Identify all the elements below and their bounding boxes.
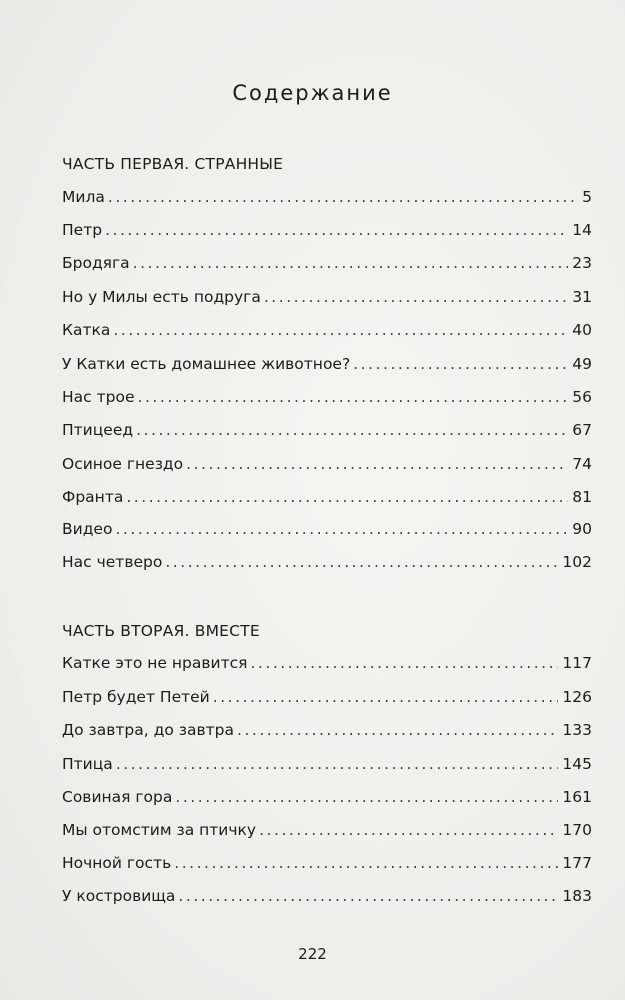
toc-entry-page: 56: [572, 388, 592, 406]
toc-entry-title: Катка: [62, 321, 111, 339]
toc-entry-page: 133: [562, 721, 592, 739]
dot-leader: [237, 719, 558, 741]
toc-entry-page: 117: [562, 654, 592, 672]
toc-entry: [62, 719, 592, 741]
toc-entry-title: Катке это не нравится: [62, 654, 248, 672]
dot-leader: [174, 852, 558, 874]
toc-entry-title: Видео: [62, 520, 113, 538]
toc-entry: [62, 186, 592, 208]
toc-entry-title: У Катки есть домашнее животное?: [62, 355, 351, 373]
toc-entry-page: 31: [572, 288, 592, 306]
toc-entry-page: 23: [572, 254, 592, 272]
toc-entry: [62, 786, 592, 808]
dot-leader: [113, 319, 568, 341]
toc-entry: [62, 852, 592, 874]
dot-leader: [138, 386, 569, 408]
toc-entry-title: У костровища: [62, 887, 176, 905]
toc-entry: [62, 453, 592, 475]
toc-entry-title: Совиная гора: [62, 788, 173, 806]
toc-entry: [62, 686, 592, 708]
dot-leader: [116, 753, 559, 775]
toc-entry-page: 177: [562, 854, 592, 872]
toc-entry-page: 67: [572, 421, 592, 439]
dot-leader: [186, 453, 568, 475]
toc-entry: [62, 652, 592, 674]
toc-entry-page: 161: [562, 788, 592, 806]
toc-entry-title: Осиное гнездо: [62, 455, 184, 473]
toc-entry-title: Мила: [62, 188, 105, 206]
toc-entry-page: 145: [562, 755, 592, 773]
toc-entry-page: 5: [582, 188, 592, 206]
toc-entry: [62, 518, 592, 540]
dot-leader: [165, 551, 558, 573]
dot-leader: [115, 518, 568, 540]
toc-entry-page: 14: [572, 221, 592, 239]
dot-leader: [105, 219, 568, 241]
toc-entry: [62, 486, 592, 508]
toc-entry-title: Мы отомстим за птичку: [62, 821, 257, 839]
toc-entry-title: Но у Милы есть подруга: [62, 288, 261, 306]
part-one-heading: ЧАСТЬ ПЕРВАЯ. СТРАННЫЕ: [62, 155, 284, 173]
toc-entry-title: Нас трое: [62, 388, 135, 406]
toc-entry: [62, 419, 592, 441]
part-two-heading: ЧАСТЬ ВТОРАЯ. ВМЕСТЕ: [62, 622, 260, 640]
toc-entry-title: Нас четверо: [62, 553, 163, 571]
dot-leader: [353, 353, 568, 375]
toc-entry-title: Птицеед: [62, 421, 134, 439]
toc-entry-page: 49: [572, 355, 592, 373]
toc-entry: [62, 386, 592, 408]
dot-leader: [133, 252, 569, 274]
page-title: Содержание: [232, 81, 393, 105]
dot-leader: [250, 652, 558, 674]
dot-leader: [136, 419, 568, 441]
toc-entry-page: 74: [572, 455, 592, 473]
toc-entry: [62, 353, 592, 375]
toc-entry: [62, 551, 592, 573]
toc-entry-page: 183: [562, 887, 592, 905]
toc-entry: [62, 819, 592, 841]
dot-leader: [126, 486, 568, 508]
toc-entry-page: 102: [562, 553, 592, 571]
toc-entry: [62, 319, 592, 341]
toc-entry-page: 170: [562, 821, 592, 839]
toc-entry: [62, 885, 592, 907]
toc-entry-page: 90: [572, 520, 592, 538]
toc-entry: [62, 753, 592, 775]
toc-entry-title: Птица: [62, 755, 113, 773]
toc-entry-title: Ночной гость: [62, 854, 172, 872]
dot-leader: [108, 186, 578, 208]
toc-entry-page: 81: [572, 488, 592, 506]
toc-entry-page: 40: [572, 321, 592, 339]
toc-entry: [62, 286, 592, 308]
toc-entry-title: Франта: [62, 488, 124, 506]
dot-leader: [264, 286, 568, 308]
toc-entry: [62, 252, 592, 274]
toc-entry: [62, 219, 592, 241]
dot-leader: [178, 885, 558, 907]
dot-leader: [213, 686, 559, 708]
toc-entry-title: До завтра, до завтра: [62, 721, 234, 739]
dot-leader: [259, 819, 558, 841]
toc-entry-title: Бродяга: [62, 254, 130, 272]
toc-entry-page: 126: [562, 688, 592, 706]
dot-leader: [175, 786, 558, 808]
toc-entry-title: Петр: [62, 221, 103, 239]
toc-entry-title: Петр будет Петей: [62, 688, 210, 706]
page-number: 222: [298, 945, 327, 963]
